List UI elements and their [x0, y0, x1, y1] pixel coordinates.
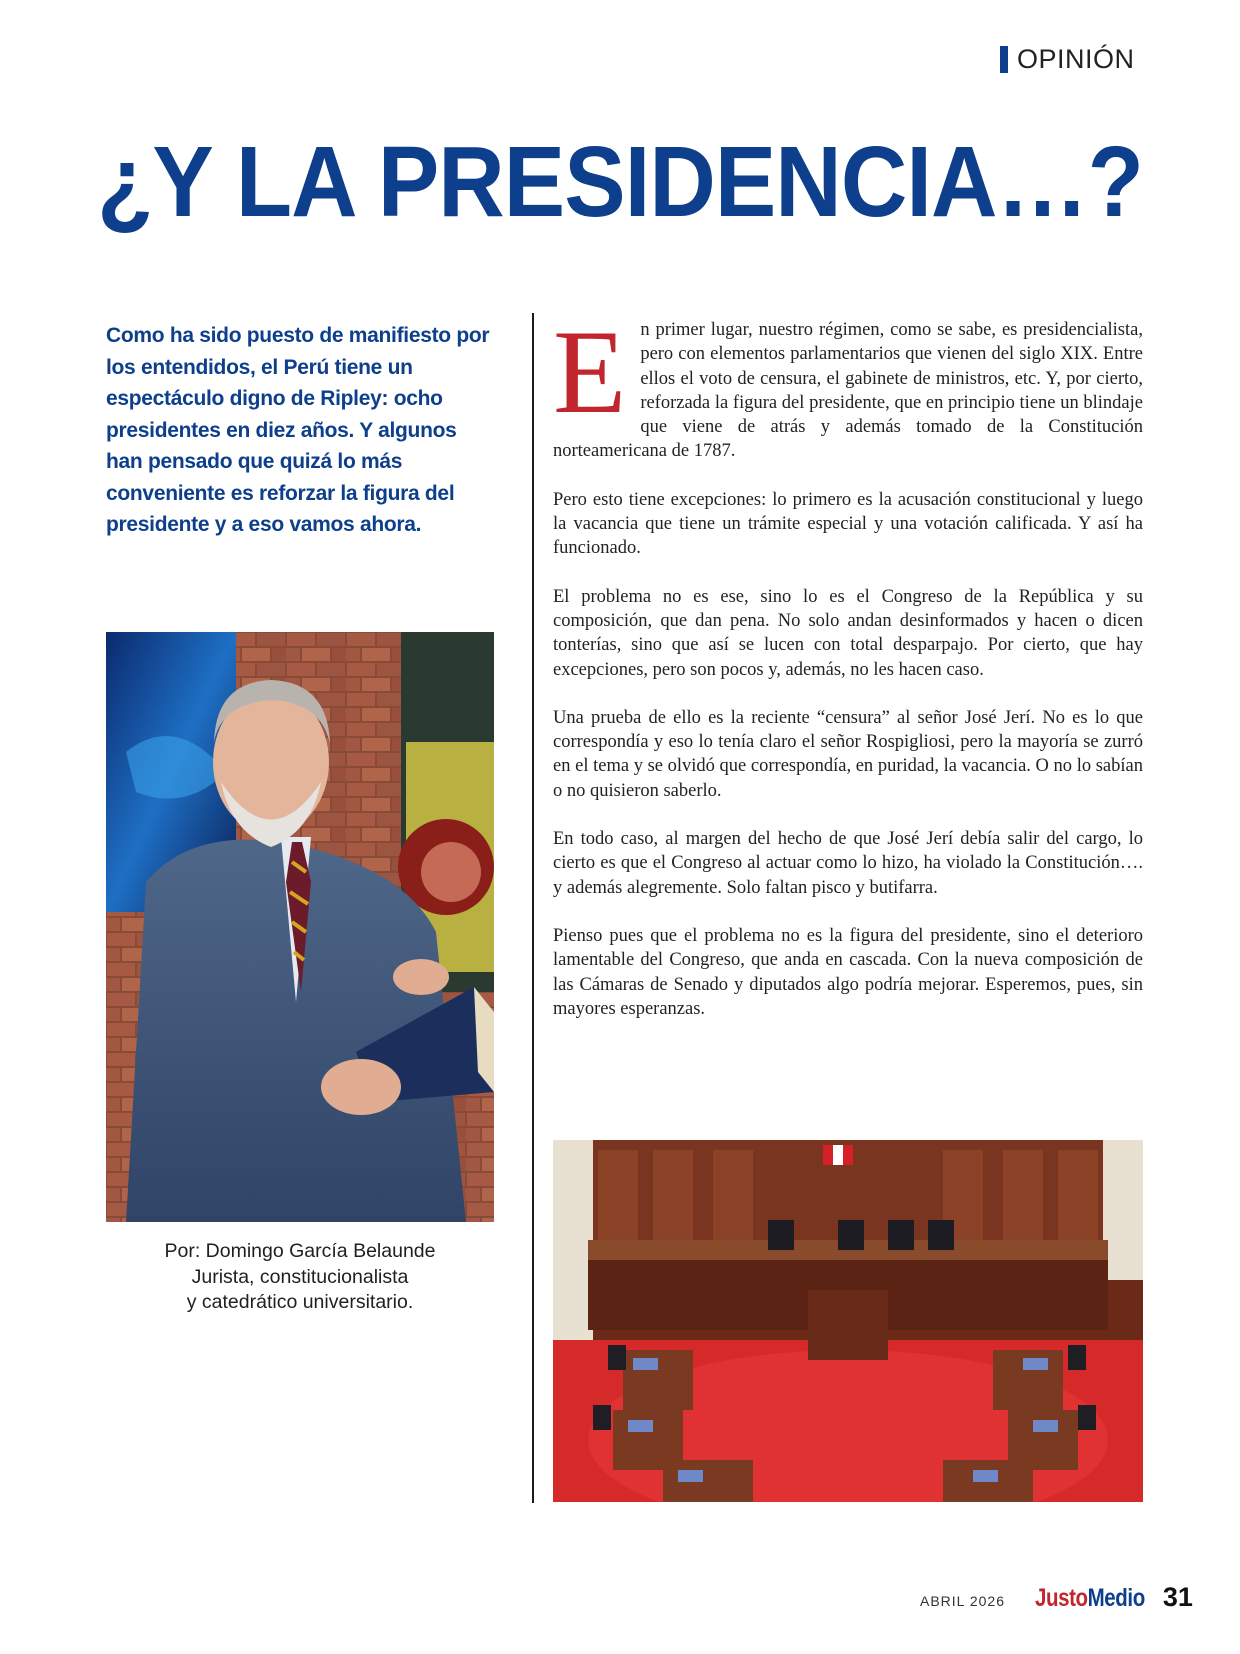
section-tag-bar [1000, 46, 1008, 73]
paragraph-6: Pienso pues que el problema no es la figura del presidente, sino el deterioro lamentable del Congreso, que anda en cascada. Con la nueva composición de las Cámaras de Senado y diputados algo podría mejorar. Esperemos, pues, sin mayores esperanzas. [553, 925, 1143, 1019]
lede: Como ha sido puesto de manifiesto por los entendidos, el Perú tiene un espectáculo digno de Ripley: ocho presidentes en diez años. Y algunos han pensado que quizá lo más conveniente es reforzar la figura del presidente y a eso vamos ahora. [106, 324, 490, 536]
paragraph-1-text: n primer lugar, nuestro régimen, como se sabe, es presidencialista, pero con elementos parlamentarios que vienen del siglo XIX. Entre ellos el voto de censura, el gabinete de ministros, etc. Y, por cierto, reforzada la figura del presidente, que en principio tiene un blindaje que viene de atrás y además tomado de la Constitución norteamericana de 1787. [553, 320, 1143, 462]
congress-chamber-photo [553, 1140, 1143, 1502]
byline-author: Por: Domingo García Belaunde [164, 1240, 436, 1262]
byline-role-2: y catedrático universitario. [186, 1291, 414, 1313]
page-footer [920, 1582, 1193, 1613]
paragraph-3: El problema no es ese, sino lo es el Congreso de la República y su composición, que dan pena. No solo andan desinformados y hacen o dicen tonterías, sino que así se lucen con total desparpajo. Por cierto, que hay excepciones, pero son pocos y, además, no les hacen caso. [553, 586, 1143, 680]
article-body [553, 305, 1143, 1045]
column-divider [532, 313, 534, 1503]
paragraph-5: En todo caso, al margen del hecho de que José Jerí debía salir del cargo, lo cierto es que el Congreso al actuar como lo hizo, ha violado la Constitución…. y además alegremente. Solo faltan pisco y butifarra. [553, 829, 1143, 898]
headline: ¿Y LA PRESIDENCIA…? [97, 126, 1143, 238]
issue-date: ABRIL 2026 [920, 1593, 1005, 1609]
page-number: 31 [1162, 1582, 1193, 1612]
section-tag-label: OPINIÓN [1017, 44, 1135, 74]
paragraph-1 [553, 305, 1143, 464]
author-photo [106, 632, 494, 1222]
drop-cap: E [553, 305, 627, 438]
section-tag [1000, 44, 1135, 75]
paragraph-4: Una prueba de ello es la reciente “censura” al señor José Jerí. No es lo que correspondía y eso lo tenía claro el señor Rospigliosi, pero la mayoría se zurró en el tema y se olvidó que correspondía, en puridad, la vacancia. O no lo sabían o no quisieron saberlo. [553, 707, 1143, 801]
byline [106, 1239, 494, 1316]
byline-role-1: Jurista, constitucionalista [191, 1265, 409, 1288]
publication-logo: JustoMedio [1034, 1584, 1145, 1612]
paragraph-2: Pero esto tiene excepciones: lo primero es la acusación constitucional y luego la vacancia que tiene un trámite especial y una votación calificada. Y así ha funcionado. [553, 489, 1143, 559]
